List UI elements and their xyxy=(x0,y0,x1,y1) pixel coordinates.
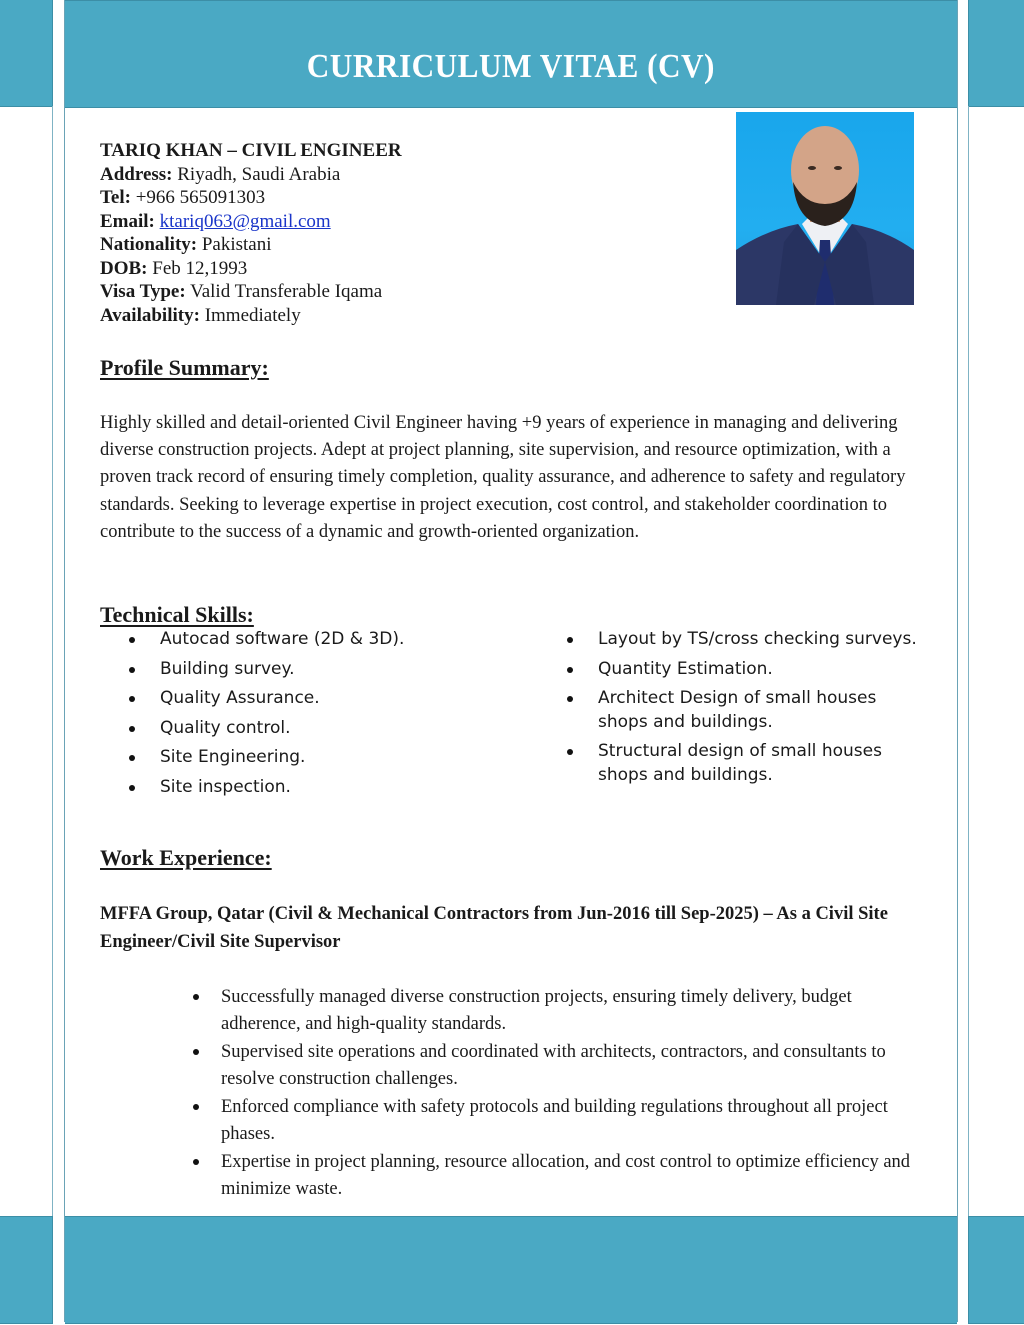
visa-row xyxy=(100,280,402,304)
skill-item xyxy=(160,717,560,741)
duty-text: Enforced compliance with safety protocols and building regulations throughout all project phases. xyxy=(221,1097,888,1144)
skill-text: Site inspection. xyxy=(160,776,291,797)
profile-summary-heading: Profile Summary: xyxy=(100,355,269,380)
left-border-line xyxy=(52,106,53,1216)
bullet-icon xyxy=(129,696,135,702)
visa-label: Visa Type: xyxy=(100,281,186,302)
bullet-icon xyxy=(567,749,573,755)
skill-text: Layout by TS/cross checking surveys. xyxy=(598,629,917,649)
visa-value: Valid Transferable Iqama xyxy=(190,281,383,302)
skill-text: Building survey. xyxy=(160,658,295,679)
duty-item xyxy=(221,1039,921,1093)
skills-list-right xyxy=(598,628,928,793)
skill-item xyxy=(598,658,928,682)
email-label: Email: xyxy=(100,210,155,232)
name-line: TARIQ KHAN – CIVIL ENGINEER xyxy=(100,140,402,161)
header-band-right xyxy=(968,0,1024,107)
footer-band-left xyxy=(0,1216,53,1324)
skill-text: Architect Design of small houses shops and buildings. xyxy=(598,688,877,732)
address-label: Address: xyxy=(100,163,173,185)
bullet-icon xyxy=(193,1049,199,1055)
bullet-icon xyxy=(129,726,135,732)
bullet-icon xyxy=(193,994,199,1000)
duty-item xyxy=(221,984,921,1038)
page-title: CURRICULUM VITAE (CV) xyxy=(306,48,716,85)
bullet-icon xyxy=(193,1104,199,1110)
nationality-row xyxy=(100,233,402,257)
skill-item xyxy=(598,687,928,734)
tel-value: +966 565091303 xyxy=(135,187,266,208)
dob-label: DOB: xyxy=(100,257,148,279)
bullet-icon xyxy=(567,667,573,673)
technical-skills-heading: Technical Skills: xyxy=(100,602,254,627)
email-link[interactable]: ktariq063@gmail.com xyxy=(159,210,331,232)
skill-text: Site Engineering. xyxy=(160,747,306,767)
availability-value: Immediately xyxy=(204,304,301,326)
skill-item xyxy=(160,687,560,711)
dob-value: Feb 12,1993 xyxy=(152,257,248,279)
skill-text: Quality Assurance. xyxy=(160,688,320,708)
bullet-icon xyxy=(129,667,135,673)
address-value: Riyadh, Saudi Arabia xyxy=(177,163,341,185)
tel-row xyxy=(100,186,402,210)
header-band-left xyxy=(0,0,53,107)
job-title: MFFA Group, Qatar (Civil & Mechanical Contractors from Jun-2016 till Sep-2025) – As a Civil Site Engineer/Civil Site Supervisor xyxy=(100,904,888,952)
bullet-icon xyxy=(129,785,135,791)
availability-label: Availability: xyxy=(100,304,200,326)
nationality-label: Nationality: xyxy=(100,234,198,255)
bullet-icon xyxy=(129,637,135,643)
tel-label: Tel: xyxy=(100,187,131,208)
nationality-value: Pakistani xyxy=(201,234,272,255)
cv-page xyxy=(64,0,958,1322)
job-duties-list xyxy=(221,984,921,1204)
skill-item xyxy=(160,776,560,800)
bullet-icon xyxy=(567,696,573,702)
email-row xyxy=(100,210,402,234)
availability-row xyxy=(100,304,402,328)
footer-band xyxy=(65,1216,957,1324)
contact-block xyxy=(100,139,402,327)
duty-item xyxy=(221,1094,921,1148)
skill-item xyxy=(160,746,560,770)
skill-text: Structural design of small houses shops and buildings. xyxy=(598,741,882,785)
right-border-line xyxy=(968,106,969,1216)
duty-item xyxy=(221,1149,921,1203)
bullet-icon xyxy=(193,1159,199,1165)
footer-band-right xyxy=(968,1216,1024,1324)
dob-row xyxy=(100,257,402,281)
skill-item xyxy=(160,628,560,652)
duty-text: Expertise in project planning, resource allocation, and cost control to optimize efficiency and minimize waste. xyxy=(221,1152,911,1199)
skill-text: Quality control. xyxy=(160,717,291,738)
skill-text: Autocad software (2D & 3D). xyxy=(160,629,405,649)
profile-summary-text: Highly skilled and detail-oriented Civil Engineer having +9 years of experience in managing and delivering diverse construction projects. Adept at project planning, site supervision, and resource optimization, with a proven track record of ensuring timely completion, quality assurance, and adherence to safety and regulatory standards. Seeking to leverage expertise in project execution, cost control, and stakeholder coordination to contribute to the success of a dynamic and growth-oriented organization. xyxy=(100,413,906,542)
skills-list-left xyxy=(160,628,560,805)
profile-photo xyxy=(736,112,914,305)
bullet-icon xyxy=(567,637,573,643)
work-experience-heading: Work Experience: xyxy=(100,845,272,870)
duty-text: Successfully managed diverse construction projects, ensuring timely delivery, budget adherence, and high-quality standards. xyxy=(221,987,852,1034)
bullet-icon xyxy=(129,755,135,761)
skill-item xyxy=(160,658,560,682)
skill-item xyxy=(598,628,928,652)
header-band xyxy=(65,0,957,108)
portrait-illustration xyxy=(736,112,914,305)
duty-text: Supervised site operations and coordinated with architects, contractors, and consultants to resolve construction challenges. xyxy=(221,1042,886,1089)
address-row xyxy=(100,163,402,187)
skill-item xyxy=(598,740,928,787)
skill-text: Quantity Estimation. xyxy=(598,658,773,679)
